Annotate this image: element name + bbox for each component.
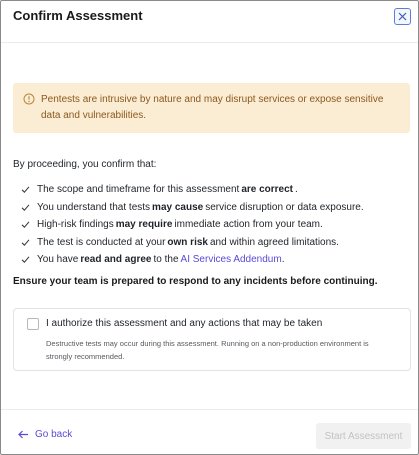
warning-banner <box>13 83 410 133</box>
intro-text: By proceeding, you confirm that: <box>13 159 157 170</box>
footer-divider <box>1 409 418 410</box>
list-item: You have read and agree to the AI Services Addendum . <box>21 251 364 269</box>
arrow-left-icon <box>18 430 29 439</box>
list-item: You understand that tests may cause service disruption or data exposure. <box>21 199 364 217</box>
ai-services-addendum-link[interactable]: AI Services Addendum <box>180 254 282 266</box>
dialog-title: Confirm Assessment <box>13 8 143 23</box>
check-icon <box>21 238 30 247</box>
list-item: The test is conducted at your own risk and within agreed limitations. <box>21 234 364 252</box>
authorize-label[interactable]: I authorize this assessment and any actions that may be taken <box>46 318 323 329</box>
ensure-statement: Ensure your team is prepared to respond to any incidents before continuing. <box>13 276 378 287</box>
go-back-label: Go back <box>35 429 73 440</box>
authorize-note: Destructive tests may occur during this assessment. Running on a non-production environment is strongly recommended. <box>46 339 369 361</box>
authorization-box <box>13 308 411 371</box>
confirmation-checklist <box>21 181 364 269</box>
warning-text: Pentests are intrusive by nature and may disrupt services or expose sensitive data and vulnerabilities. <box>41 94 384 121</box>
authorize-checkbox[interactable] <box>27 318 39 330</box>
start-assessment-button[interactable]: Start Assessment <box>316 423 411 449</box>
list-item: High-risk findings may require immediate action from your team. <box>21 216 364 234</box>
close-button[interactable] <box>394 8 411 25</box>
list-item: The scope and timeframe for this assessment are correct . <box>21 181 364 199</box>
check-icon <box>21 185 30 194</box>
alert-circle-icon <box>23 93 35 105</box>
close-icon <box>398 12 407 21</box>
check-icon <box>21 255 30 264</box>
go-back-button[interactable] <box>18 429 72 440</box>
check-icon <box>21 220 30 229</box>
check-icon <box>21 203 30 212</box>
dialog-header <box>1 1 418 43</box>
